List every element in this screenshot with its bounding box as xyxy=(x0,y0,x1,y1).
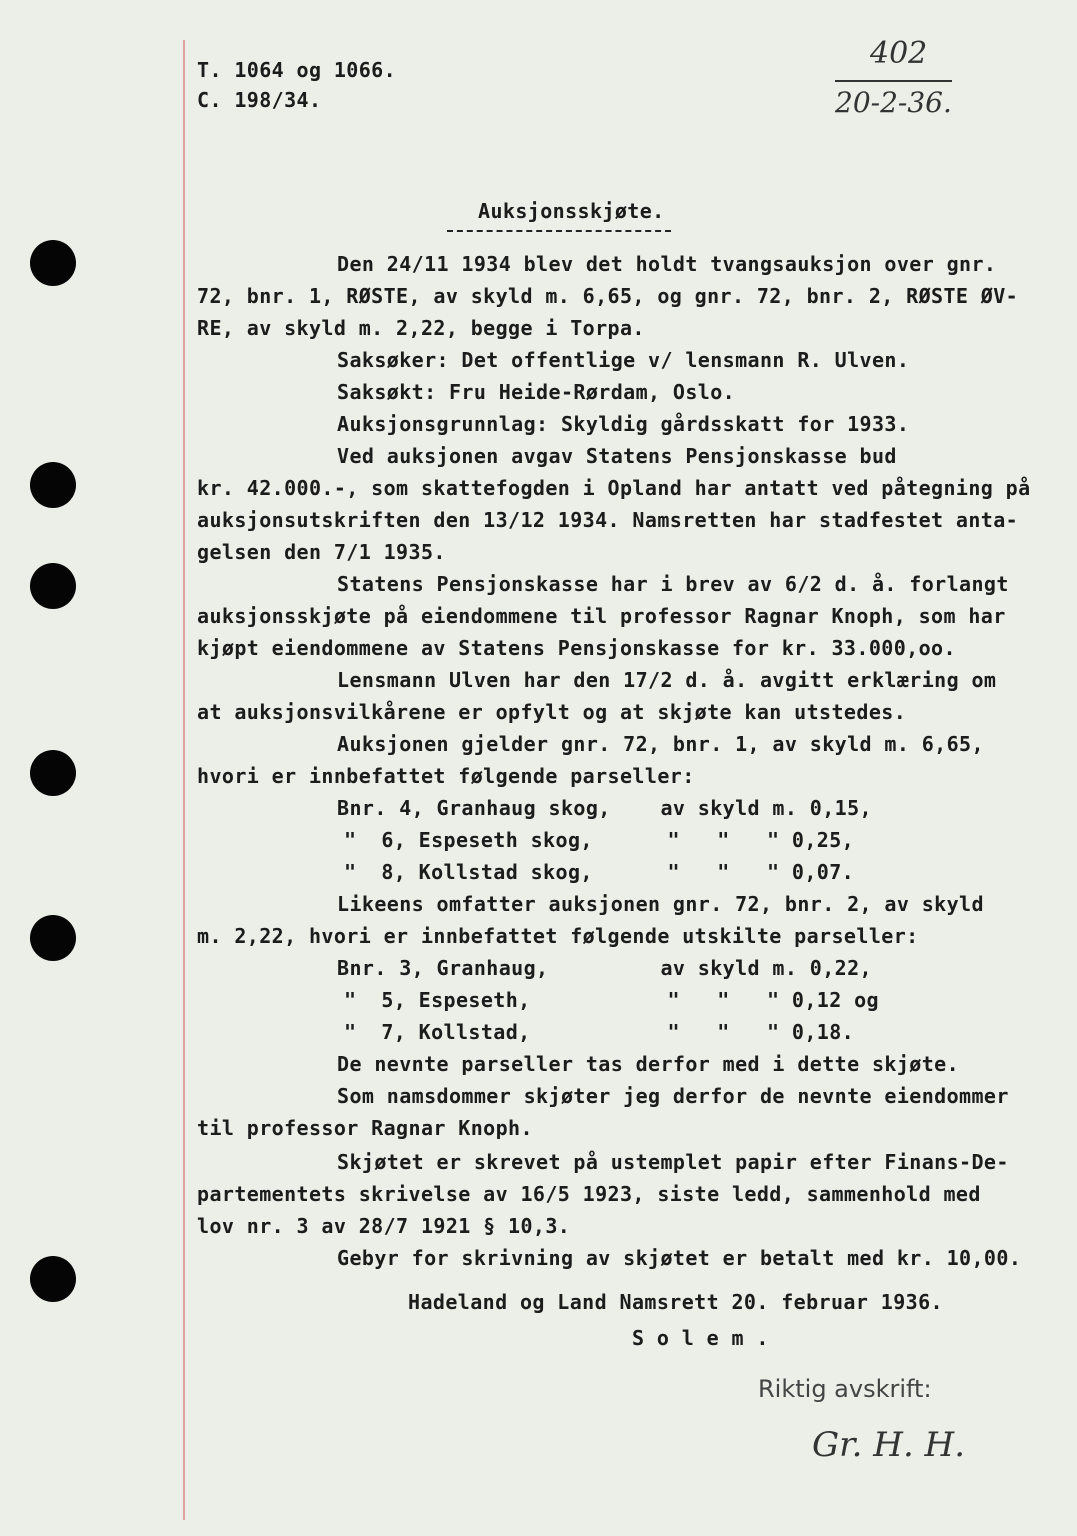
body-line: auksjonsskjøte på eiendommene til professor Ragnar Knoph, som har xyxy=(197,604,1006,628)
place-date: Hadeland og Land Namsrett 20. februar 1936. xyxy=(408,1290,943,1314)
punch-hole xyxy=(30,462,76,508)
body-line: auksjonsutskriften den 13/12 1934. Namsretten har stadfestet anta- xyxy=(197,508,1019,532)
body-line: m. 2,22, hvori er innbefattet følgende utskilte parseller: xyxy=(197,924,919,948)
body-line: kjøpt eiendommene av Statens Pensjonskasse for kr. 33.000,oo. xyxy=(197,636,956,660)
body-line: Auksjonen gjelder gnr. 72, bnr. 1, av skyld m. 6,65, xyxy=(337,732,984,756)
body-line: RE, av skyld m. 2,22, begge i Torpa. xyxy=(197,316,645,340)
body-line: Auksjonsgrunnlag: Skyldig gårdsskatt for 1933. xyxy=(337,412,910,436)
title-underline xyxy=(447,230,671,232)
parcel-line: " 5, Espeseth, " " " 0,12 og xyxy=(344,988,879,1012)
body-line: lov nr. 3 av 28/7 1921 § 10,3. xyxy=(197,1214,571,1238)
case-ref: C. 198/34. xyxy=(197,88,322,112)
certification-stamp: Riktig avskrift: xyxy=(758,1375,932,1403)
body-line: Gebyr for skrivning av skjøtet er betalt med kr. 10,00. xyxy=(337,1246,1022,1270)
body-line: gelsen den 7/1 1935. xyxy=(197,540,446,564)
body-line: partementets skrivelse av 16/5 1923, siste ledd, sammenhold med xyxy=(197,1182,981,1206)
parcel-line: " 6, Espeseth skog, " " " 0,25, xyxy=(344,828,855,852)
parcel-line: Bnr. 4, Granhaug skog, av skyld m. 0,15, xyxy=(337,796,872,820)
body-line: at auksjonsvilkårene er opfylt og at skjøte kan utstedes. xyxy=(197,700,907,724)
punch-hole xyxy=(30,1256,76,1302)
document-title: Auksjonsskjøte. xyxy=(478,199,665,223)
body-line: hvori er innbefattet følgende parseller: xyxy=(197,764,695,788)
body-line: Skjøtet er skrevet på ustemplet papir efter Finans-De- xyxy=(337,1150,1009,1174)
margin-line xyxy=(183,40,185,1520)
body-line: Statens Pensjonskasse har i brev av 6/2 d. å. forlangt xyxy=(337,572,1009,596)
parcel-line: " 7, Kollstad, " " " 0,18. xyxy=(344,1020,855,1044)
parcel-line: Bnr. 3, Granhaug, av skyld m. 0,22, xyxy=(337,956,872,980)
body-line: Ved auksjonen avgav Statens Pensjonskasse bud xyxy=(337,444,897,468)
punch-hole xyxy=(30,915,76,961)
body-line: Likeens omfatter auksjonen gnr. 72, bnr. 2, av skyld xyxy=(337,892,984,916)
body-line: 72, bnr. 1, RØSTE, av skyld m. 6,65, og gnr. 72, bnr. 2, RØSTE ØV- xyxy=(197,284,1019,308)
body-line: Den 24/11 1934 blev det holdt tvangsauksjon over gnr. xyxy=(337,252,997,276)
body-line: Som namsdommer skjøter jeg derfor de nevnte eiendommer xyxy=(337,1084,1009,1108)
case-ref: T. 1064 og 1066. xyxy=(197,58,397,82)
body-line: til professor Ragnar Knoph. xyxy=(197,1116,533,1140)
page-number-handwritten: 402 xyxy=(870,36,928,71)
body-line: Saksøker: Det offentlige v/ lensmann R. Ulven. xyxy=(337,348,910,372)
signature-handwritten: Gr. H. H. xyxy=(812,1425,966,1465)
body-line: Saksøkt: Fru Heide-Rørdam, Oslo. xyxy=(337,380,736,404)
punch-hole xyxy=(30,750,76,796)
punch-hole xyxy=(30,240,76,286)
parcel-line: " 8, Kollstad skog, " " " 0,07. xyxy=(344,860,855,884)
body-line: kr. 42.000.-, som skattefogden i Opland har antatt ved påtegning på xyxy=(197,476,1031,500)
judge-name: S o l e m . xyxy=(632,1326,769,1350)
body-line: Lensmann Ulven har den 17/2 d. å. avgitt erklæring om xyxy=(337,668,997,692)
body-line: De nevnte parseller tas derfor med i dette skjøte. xyxy=(337,1052,960,1076)
date-handwritten: 20-2-36. xyxy=(835,80,952,119)
punch-hole xyxy=(30,563,76,609)
